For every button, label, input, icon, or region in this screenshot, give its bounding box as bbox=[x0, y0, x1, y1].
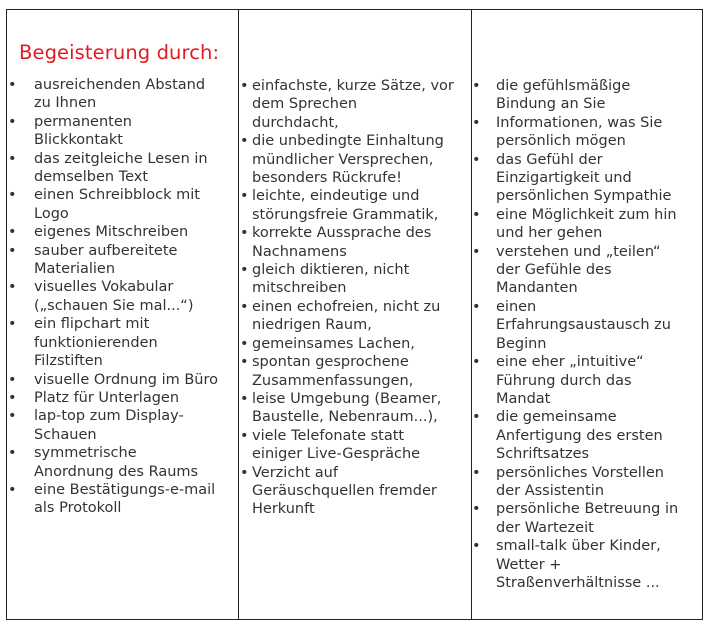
list-item bbox=[8, 407, 230, 444]
list-item bbox=[8, 242, 230, 279]
bullet-icon: • bbox=[472, 151, 481, 168]
list-item-text: einen Erfahrungsaustausch zu Beginn bbox=[496, 298, 671, 352]
list-item bbox=[472, 537, 694, 592]
bullet-icon: • bbox=[472, 243, 481, 260]
list-item-text: die gefühlsmäßige Bindung an Sie bbox=[496, 78, 631, 113]
list-item bbox=[238, 298, 468, 335]
list-item-text: gleich diktieren, nicht mitschreiben bbox=[252, 262, 410, 297]
list-item-text: das Gefühl der Einzigartigkeit und persönlichen Sympathie bbox=[496, 151, 672, 205]
list-item bbox=[238, 464, 468, 519]
bullet-icon: • bbox=[240, 133, 249, 150]
list-item bbox=[472, 464, 694, 501]
bullet-icon: • bbox=[472, 464, 481, 481]
list-item bbox=[472, 353, 694, 408]
bullet-icon: • bbox=[8, 187, 17, 204]
bullet-icon: • bbox=[8, 408, 17, 425]
bullet-icon: • bbox=[240, 298, 249, 315]
bullet-icon: • bbox=[8, 279, 17, 296]
bullet-icon: • bbox=[8, 316, 17, 333]
bullet-icon: • bbox=[240, 464, 249, 481]
bullet-icon: • bbox=[8, 242, 17, 259]
bullet-icon: • bbox=[472, 78, 481, 94]
list-item-text: eine Möglichkeit zum hin und her gehen bbox=[496, 206, 677, 242]
list-item bbox=[238, 390, 468, 427]
bullet-icon: • bbox=[472, 501, 481, 518]
list-item bbox=[8, 186, 230, 223]
list-item bbox=[238, 77, 468, 132]
bullet-icon: • bbox=[8, 224, 17, 241]
list-item bbox=[238, 132, 468, 187]
list-item bbox=[472, 500, 694, 537]
list-item-text: verstehen und „teilen“ der Gefühle des Mandanten bbox=[496, 243, 661, 297]
list-item bbox=[8, 315, 230, 370]
bullet-icon: • bbox=[240, 78, 249, 94]
list-item bbox=[238, 353, 468, 390]
bullet-icon: • bbox=[472, 298, 481, 315]
list-item-text: persönliche Betreuung in der Wartezeit bbox=[496, 501, 679, 536]
list-item-text: leichte, eindeutige und störungsfreie Grammatik, bbox=[252, 188, 439, 223]
bullet-icon: • bbox=[240, 390, 249, 407]
list-item bbox=[8, 481, 230, 518]
bullet-icon: • bbox=[8, 371, 17, 388]
list-item-text: eine Bestätigungs-e-mail als Protokoll bbox=[34, 481, 216, 517]
list-item bbox=[8, 76, 230, 113]
bullet-icon: • bbox=[240, 262, 249, 279]
list-item-text: lap-top zum Display-Schauen bbox=[34, 408, 184, 443]
list-item-text: ausreichenden Abstand zu Ihnen bbox=[34, 77, 206, 112]
list-item bbox=[472, 151, 694, 206]
list-item-text: leise Umgebung (Beamer, Baustelle, Nebenraum...), bbox=[252, 390, 442, 426]
bullet-icon: • bbox=[240, 225, 249, 242]
list-item-text: eigenes Mitschreiben bbox=[34, 224, 189, 241]
list-item-text: die unbedingte Einhaltung mündlicher Versprechen, besonders Rückrufe! bbox=[252, 133, 444, 187]
list-item-text: visuelle Ordnung im Büro bbox=[34, 371, 218, 388]
list-item bbox=[8, 278, 230, 315]
bullet-icon: • bbox=[240, 188, 249, 205]
list-item bbox=[8, 389, 230, 407]
bullet-icon: • bbox=[8, 481, 17, 498]
list-item bbox=[472, 408, 694, 463]
list-item-text: visuelles Vokabular („schauen Sie mal...“) bbox=[34, 279, 194, 314]
list-item bbox=[8, 113, 230, 150]
bullet-icon: • bbox=[8, 77, 17, 93]
list-item-text: korrekte Aussprache des Nachnamens bbox=[252, 225, 432, 260]
list-item-text: permanenten Blickkontakt bbox=[34, 113, 132, 149]
list-item-text: einen echofreien, nicht zu niedrigen Raum, bbox=[252, 298, 441, 334]
bullet-icon: • bbox=[240, 335, 249, 352]
list-item bbox=[238, 427, 468, 464]
list-item bbox=[8, 223, 230, 241]
list-item-text: spontan gesprochene Zusammenfassungen, bbox=[252, 354, 414, 389]
bullet-icon: • bbox=[472, 114, 481, 131]
list-item bbox=[472, 77, 694, 114]
list-item bbox=[8, 371, 230, 389]
bullet-icon: • bbox=[240, 427, 249, 444]
list-item bbox=[8, 150, 230, 187]
list-item-text: small-talk über Kinder, Wetter + Straßenverhältnisse ... bbox=[496, 538, 661, 591]
bullet-icon: • bbox=[8, 150, 17, 167]
list-item bbox=[472, 298, 694, 353]
bullet-icon: • bbox=[8, 445, 17, 462]
bullet-icon: • bbox=[240, 354, 249, 371]
list-item-text: viele Telefonate statt einiger Live-Gespräche bbox=[252, 427, 421, 463]
list-item-text: eine eher „intuitive“ Führung durch das Mandat bbox=[496, 354, 644, 407]
list-item-text: einfachste, kurze Sätze, vor dem Sprechen durchdacht, bbox=[252, 78, 454, 131]
column-1-list bbox=[8, 76, 230, 518]
list-item-text: Verzicht auf Geräuschquellen fremder Herkunft bbox=[252, 464, 437, 518]
bullet-icon: • bbox=[472, 354, 481, 371]
list-item-text: gemeinsames Lachen, bbox=[252, 335, 415, 352]
column-3-list bbox=[472, 77, 694, 592]
list-item-text: Informationen, was Sie persönlich mögen bbox=[496, 114, 663, 150]
list-item-text: persönliches Vorstellen der Assistentin bbox=[496, 464, 664, 499]
list-item-text: die gemeinsame Anfertigung des ersten Schriftsatzes bbox=[496, 409, 663, 463]
bullet-icon: • bbox=[472, 206, 481, 223]
list-item-text: symmetrische Anordnung des Raums bbox=[34, 445, 199, 480]
list-item-text: ein flipchart mit funktionierenden Filzstiften bbox=[34, 316, 158, 370]
bullet-icon: • bbox=[472, 538, 481, 555]
list-item bbox=[472, 114, 694, 151]
list-item bbox=[238, 335, 468, 353]
list-item-text: sauber aufbereitete Materialien bbox=[34, 242, 178, 278]
list-item bbox=[238, 261, 468, 298]
column-2-list bbox=[238, 77, 468, 519]
bullet-icon: • bbox=[8, 389, 17, 406]
list-item-text: Platz für Unterlagen bbox=[34, 389, 180, 406]
list-item bbox=[472, 243, 694, 298]
list-item bbox=[8, 444, 230, 481]
list-item bbox=[238, 187, 468, 224]
page-title: Begeisterung durch: bbox=[19, 41, 220, 64]
bullet-icon: • bbox=[8, 113, 17, 130]
list-item-text: einen Schreibblock mit Logo bbox=[34, 187, 200, 222]
list-item-text: das zeitgleiche Lesen in demselben Text bbox=[34, 150, 208, 186]
bullet-icon: • bbox=[472, 409, 481, 426]
list-item bbox=[472, 206, 694, 243]
list-item bbox=[238, 224, 468, 261]
